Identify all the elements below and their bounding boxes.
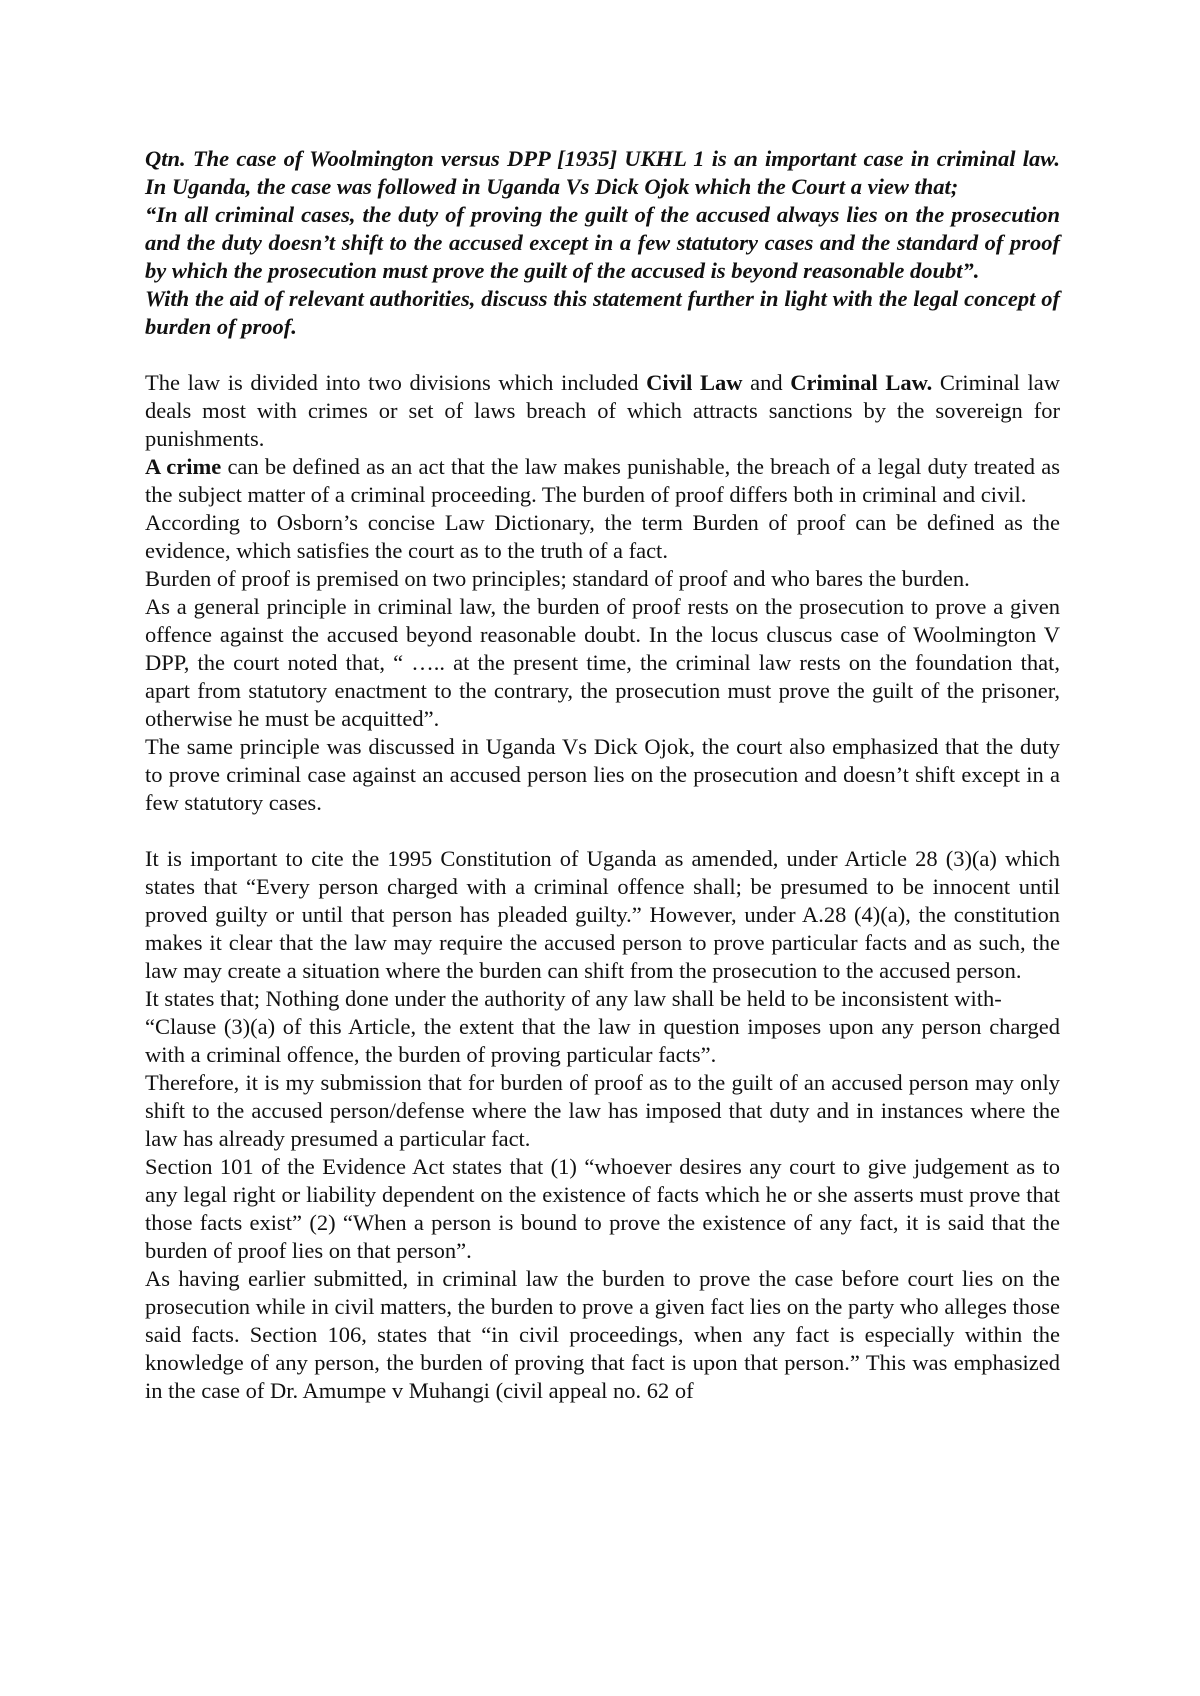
- paragraph-two-principles: Burden of proof is premised on two principles; standard of proof and who bares the burden.: [145, 566, 970, 591]
- text-run: Criminal law deals most with crimes or set of laws breach of which attracts sanctions by the sovereign for punishments.: [145, 370, 1060, 451]
- paragraph-gap: [145, 817, 1060, 845]
- paragraph-dick-ojok: The same principle was discussed in Uganda Vs Dick Ojok, the court also emphasized that the duty to prove criminal case against an accused person lies on the prosecution and doesn’t shift except in a few statutory cases.: [145, 734, 1060, 815]
- question-instruction: With the aid of relevant authorities, discuss this statement further in light with the legal concept of burden of proof.: [145, 286, 1060, 339]
- paragraph-woolmington: As a general principle in criminal law, the burden of proof rests on the prosecution to prove a given offence against the accused beyond reasonable doubt. In the locus cluscus case of Woolmington V DPP, the court noted that, “ ….. at the present time, the criminal law rests on the foundation that, apart from statutory enactment to the contrary, the prosecution must prove the guilt of the prisoner, otherwise he must be acquitted”.: [145, 594, 1060, 731]
- text-run: and: [742, 370, 791, 395]
- paragraph-law-divisions: [145, 369, 1060, 453]
- paragraph-osborn-definition: According to Osborn’s concise Law Dictionary, the term Burden of proof can be defined as the evidence, which satisfies the court as to the truth of a fact.: [145, 510, 1060, 563]
- paragraph-clause-quote: “Clause (3)(a) of this Article, the extent that the law in question imposes upon any person charged with a criminal offence, the burden of proving particular facts”.: [145, 1014, 1060, 1067]
- question-intro: Qtn. The case of Woolmington versus DPP [1935] UKHL 1 is an important case in criminal law. In Uganda, the case was followed in Uganda Vs Dick Ojok which the Court a view that;: [145, 146, 1060, 199]
- term-criminal-law: Criminal Law.: [790, 370, 933, 395]
- text-run: The law is divided into two divisions which included: [145, 370, 647, 395]
- text-run: can be defined as an act that the law makes punishable, the breach of a legal duty treated as the subject matter of a criminal proceeding. The burden of proof differs both in criminal and civil.: [145, 454, 1060, 507]
- question-block: [145, 145, 1060, 341]
- term-a-crime: A crime: [145, 454, 222, 479]
- paragraph-section-106: As having earlier submitted, in criminal law the burden to prove the case before court lies on the prosecution while in civil matters, the burden to prove a given fact lies on the party who alleges those said facts. Section 106, states that “in civil proceedings, when any fact is especially within the knowledge of any person, the burden of proving that fact is upon that person.” This was emphasized in the case of Dr. Amumpe v Muhangi (civil appeal no. 62 of: [145, 1266, 1060, 1403]
- paragraph-submission: Therefore, it is my submission that for burden of proof as to the guilt of an accused person may only shift to the accused person/defense where the law has imposed that duty and in instances where the law has already presumed a particular fact.: [145, 1070, 1060, 1151]
- document-body: [145, 145, 1060, 1405]
- question-quote: “In all criminal cases, the duty of proving the guilt of the accused always lies on the prosecution and the duty doesn’t shift to the accused except in a few statutory cases and the standard of proof by which the prosecution must prove the guilt of the accused is beyond reasonable doubt”.: [145, 202, 1060, 283]
- paragraph-constitution: It is important to cite the 1995 Constitution of Uganda as amended, under Article 28 (3)(a) which states that “Every person charged with a criminal offence shall; be presumed to be innocent until proved guilty or until that person has pleaded guilty.” However, under A.28 (4)(a), the constitution makes it clear that the law may require the accused person to prove particular facts and as such, the law may create a situation where the burden can shift from the prosecution to the accused person.: [145, 846, 1060, 983]
- paragraph-crime-definition: [145, 453, 1060, 509]
- term-civil-law: Civil Law: [646, 370, 743, 395]
- paragraph-section-101: Section 101 of the Evidence Act states that (1) “whoever desires any court to give judgement as to any legal right or liability dependent on the existence of facts which he or she asserts must prove that those facts exist” (2) “When a person is bound to prove the existence of any fact, it is said that the burden of proof lies on that person”.: [145, 1154, 1060, 1263]
- paragraph-inconsistent: It states that; Nothing done under the authority of any law shall be held to be inconsistent with-: [145, 986, 1002, 1011]
